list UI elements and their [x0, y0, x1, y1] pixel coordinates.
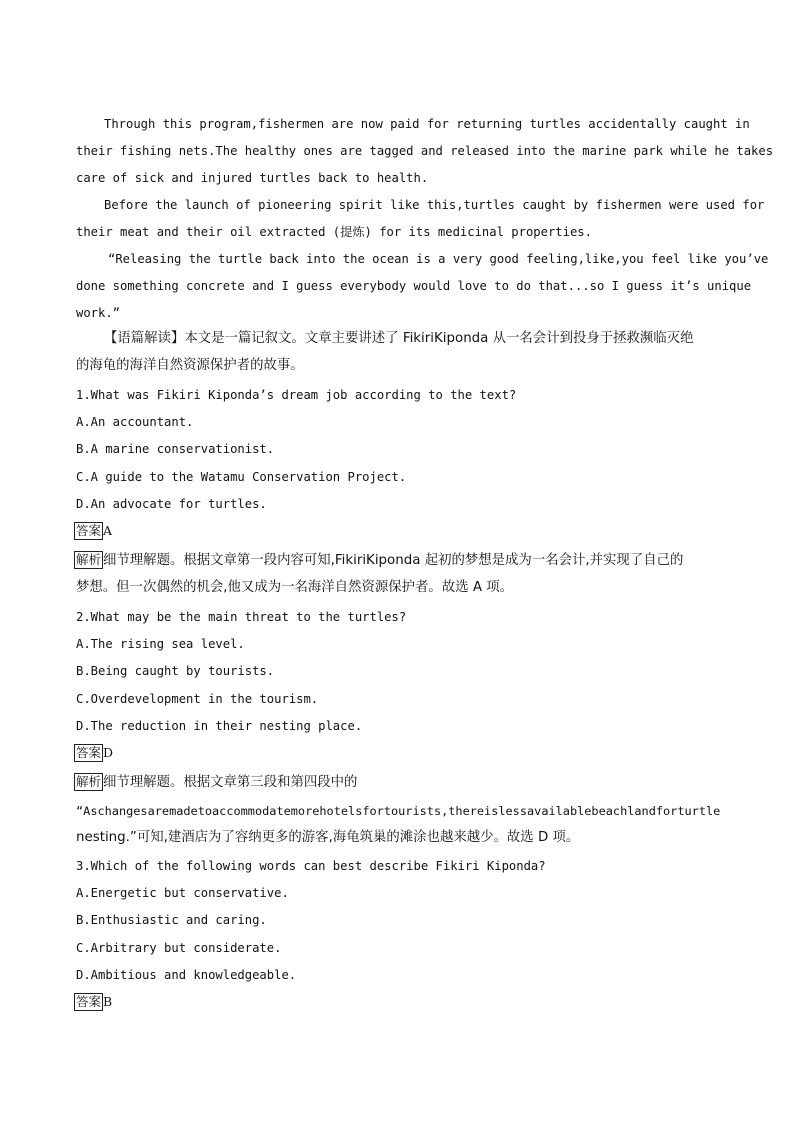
question-2-option-a: A.The rising sea level. [76, 637, 245, 651]
question-2-option-d: D.The reduction in their nesting place. [76, 719, 363, 733]
question-3-stem: 3.Which of the following words can best describe Fikiri Kiponda? [76, 859, 546, 873]
question-1-option-c: C.A guide to the Watamu Conservation Project. [76, 470, 407, 484]
question-1-analysis-text: 细节理解题。根据文章第一段内容可知,FikiriKiponda 起初的梦想是成为一名会计,并实现了自己的 [103, 553, 684, 568]
question-3-answer [74, 993, 716, 1011]
question-1-option-b: B.A marine conservationist. [76, 442, 275, 456]
question-3-answer-value: B [103, 994, 113, 1009]
answer-label: 答案 [76, 523, 102, 538]
question-2-answer-value: D [103, 745, 114, 760]
question-1-option-a: A.An accountant. [76, 415, 194, 429]
question-2-analysis-line1 [74, 773, 718, 792]
question-1-option-d: D.An advocate for turtles. [76, 497, 267, 511]
question-3-option-a: A.Energetic but conservative. [76, 886, 289, 900]
analysis-label: 解析 [76, 552, 102, 567]
question-2-option-c: C.Overdevelopment in the tourism. [76, 692, 319, 706]
reading-note-line2: 的海龟的海洋自然资源保护者的故事。 [76, 358, 304, 373]
question-1-stem: 1.What was Fikiri Kiponda’s dream job according to the text? [76, 388, 517, 402]
passage-p3-line1: “Releasing the turtle back into the ocean is a very good feeling,like,you feel like you’ve [108, 252, 769, 266]
question-2-stem: 2.What may be the main threat to the turtles? [76, 610, 407, 624]
passage-p2-line2: their meat and their oil extracted (提炼) for its medicinal properties. [76, 225, 592, 239]
question-2-analysis-text: 细节理解题。根据文章第三段和第四段中的 [103, 775, 358, 790]
analysis-label: 解析 [76, 774, 102, 789]
passage-p3-line3: work.” [76, 306, 121, 320]
question-2-analysis-line3: nesting.”可知,建酒店为了容纳更多的游客,海龟筑巢的滩涂也越来越少。故选 D 项。 [76, 830, 580, 845]
passage-p3-line2: done something concrete and I guess everybody would love to do that...so I guess it’s unique [76, 279, 752, 293]
question-1-analysis-line2: 梦想。但一次偶然的机会,他又成为一名海洋自然资源保护者。故选 A 项。 [76, 580, 514, 595]
question-3-option-c: C.Arbitrary but considerate. [76, 941, 282, 955]
passage-p1-line2: their fishing nets.The healthy ones are tagged and released into the marine park while he takes [76, 144, 774, 158]
passage-p1-line3: care of sick and injured turtles back to health. [76, 171, 429, 185]
question-2-analysis-line2: “Aschangesaremadetoaccommodatemorehotelsfortourists,thereislessavailablebeachlandforturtle [76, 804, 721, 818]
question-1-answer [74, 522, 716, 540]
question-1-answer-value: A [103, 523, 113, 538]
passage-p2-line1: Before the launch of pioneering spirit like this,turtles caught by fishermen were used for [104, 198, 765, 212]
answer-label: 答案 [76, 745, 102, 760]
question-2-option-b: B.Being caught by tourists. [76, 664, 275, 678]
question-3-option-d: D.Ambitious and knowledgeable. [76, 968, 297, 982]
question-3-option-b: B.Enthusiastic and caring. [76, 913, 267, 927]
answer-label: 答案 [76, 994, 102, 1009]
question-2-answer [74, 744, 716, 762]
question-1-analysis-line1 [74, 551, 718, 570]
reading-note-line1: 【语篇解读】本文是一篇记叙文。文章主要讲述了 FikiriKiponda 从一名会计到投身于拯救濒临灭绝 [104, 331, 694, 346]
passage-p1-line1: Through this program,fishermen are now paid for returning turtles accidentally caught in [104, 117, 750, 131]
